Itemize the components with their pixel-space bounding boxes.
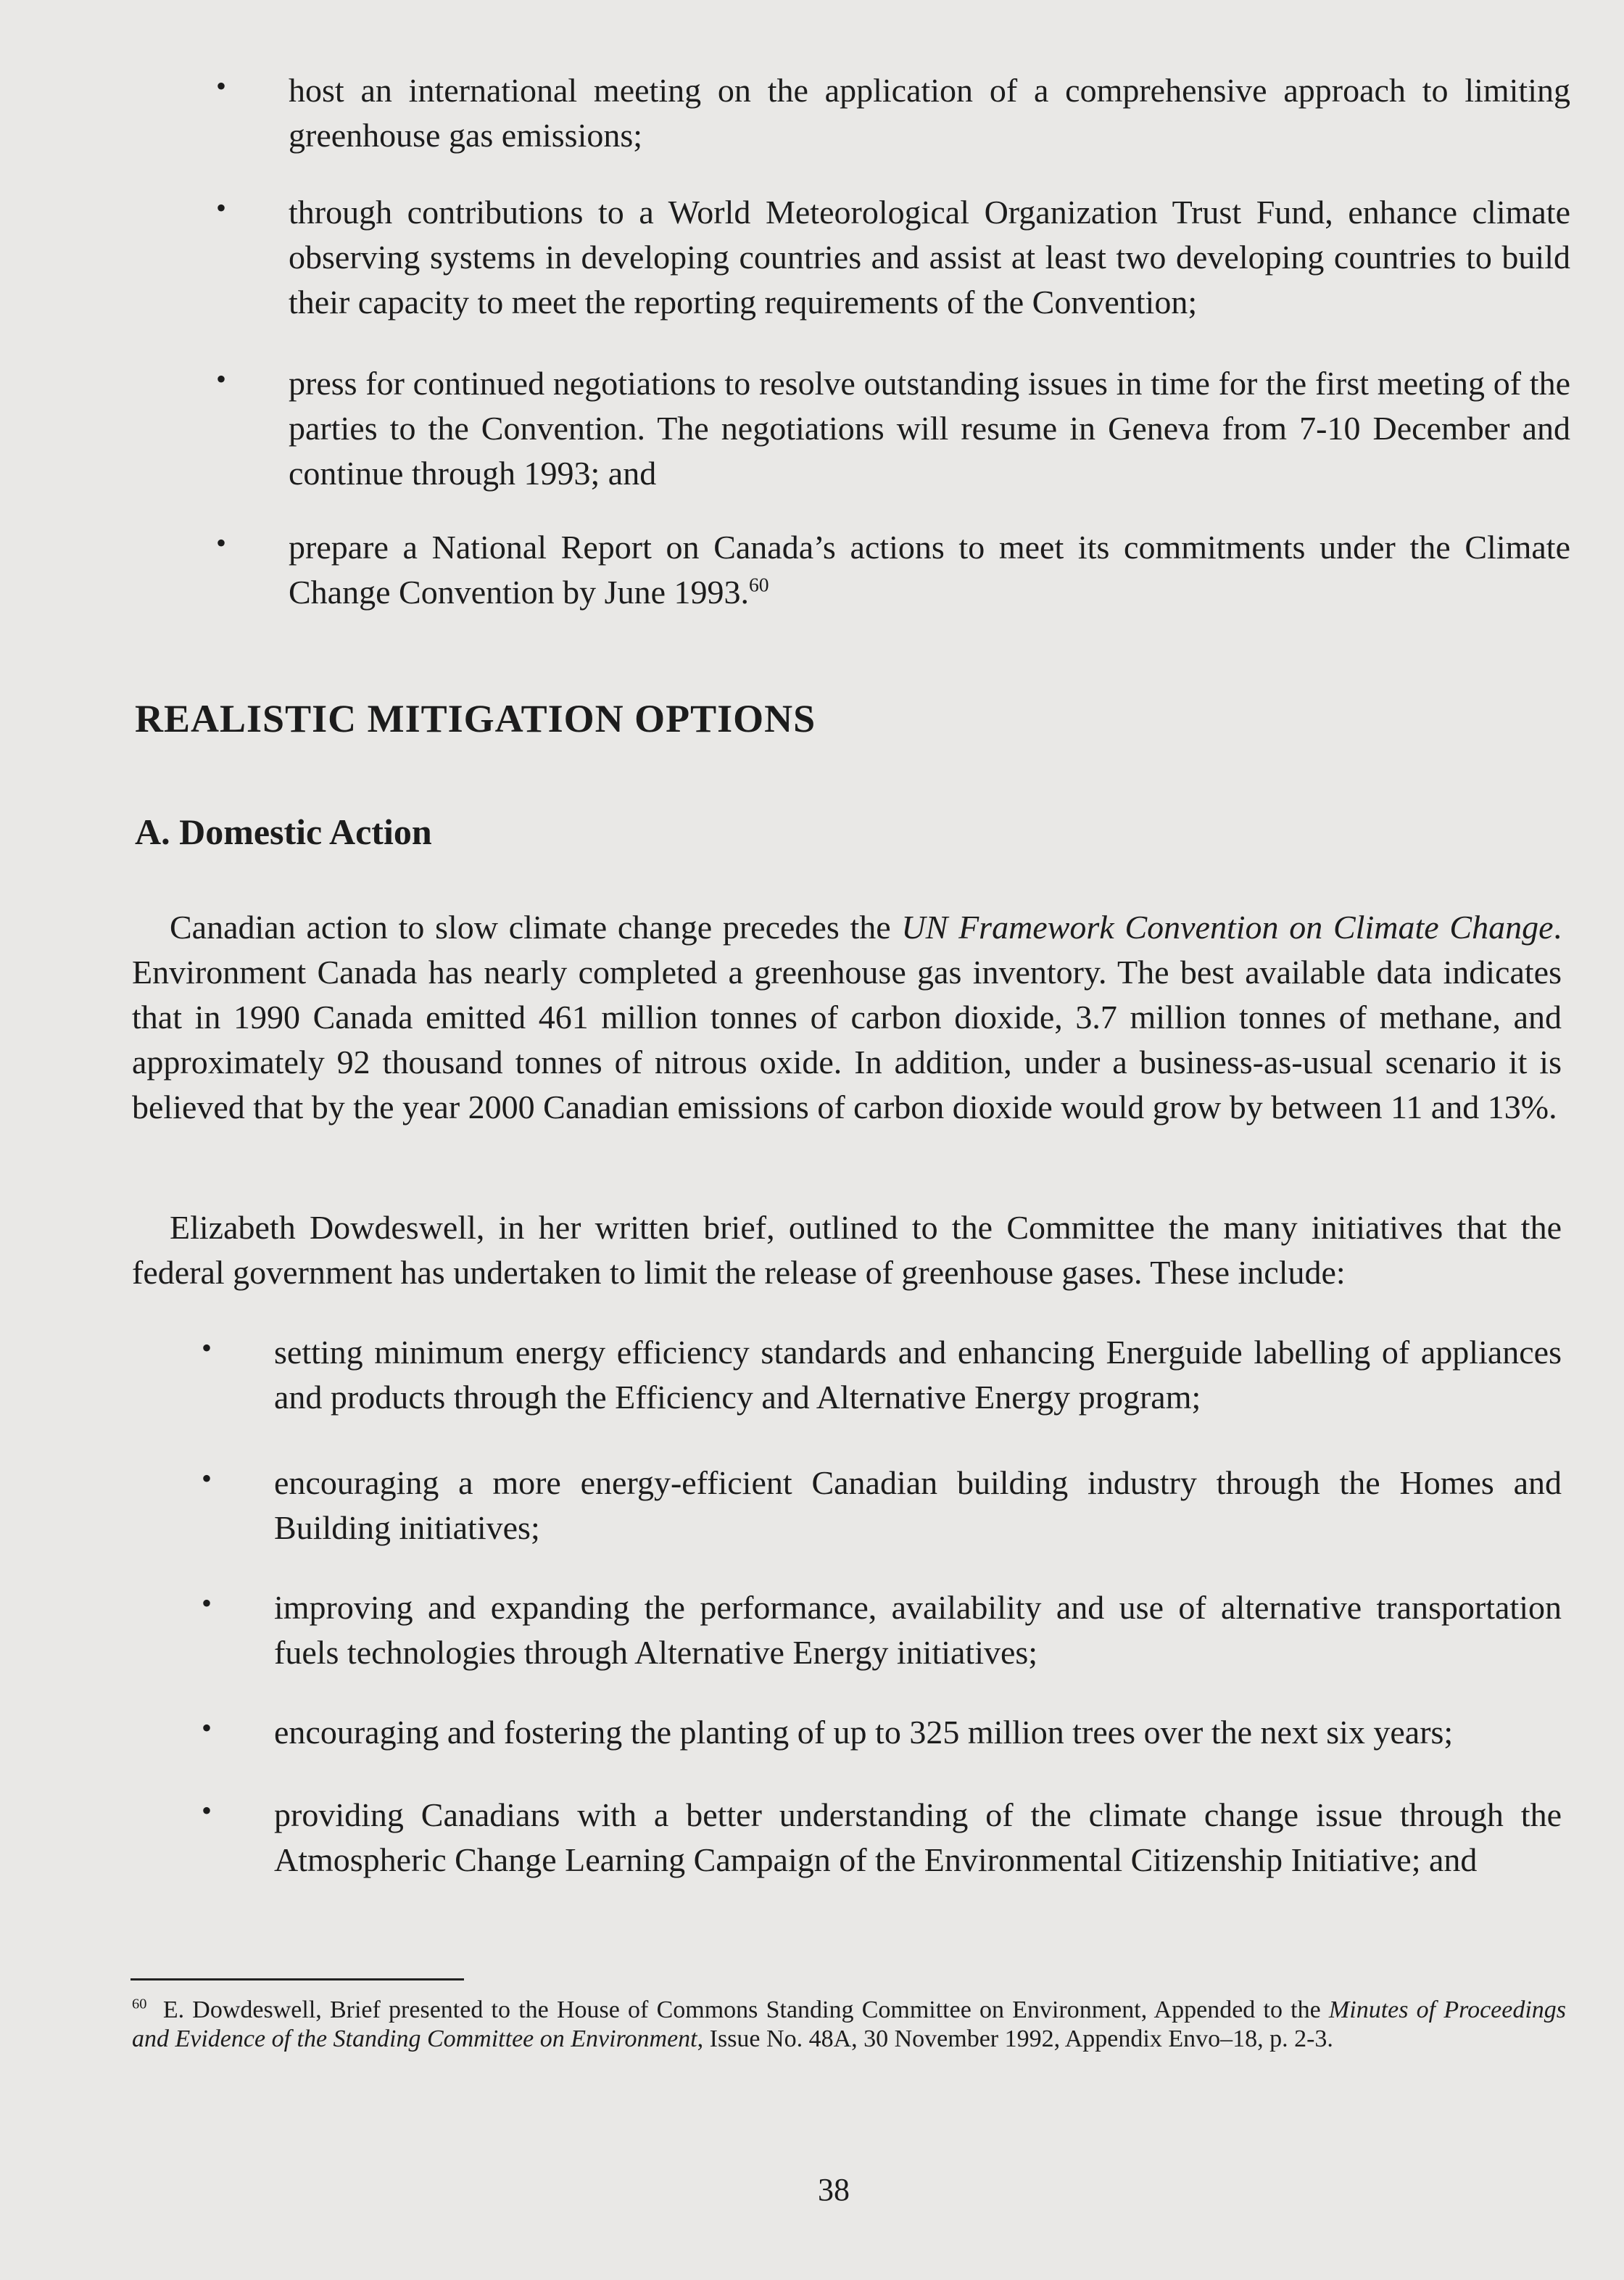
bullet-dot: • bbox=[202, 1587, 212, 1619]
bullet-dot: • bbox=[202, 1794, 212, 1827]
paragraph-lead: Canadian action to slow climate change precedes the bbox=[170, 909, 902, 946]
list-item: setting minimum energy efficiency standards and enhancing Energuide labelling of appliances and products through the Efficiency and Alternative Energy program; bbox=[274, 1334, 1562, 1416]
footnote-lead: E. Dowdeswell, Brief presented to the House of Commons Standing Committee on Environment, Appended to the bbox=[162, 1996, 1329, 2023]
list-item: improving and expanding the performance, availability and use of alternative transportation fuels technologies through Alternative Energy initiatives; bbox=[274, 1589, 1562, 1671]
footnote-ref: 60 bbox=[749, 573, 769, 596]
list-item: providing Canadians with a better understanding of the climate change issue through the Atmospheric Change Learning Campaign of the Environmental Citizenship Initiative; and bbox=[274, 1796, 1562, 1878]
bullet-dot: • bbox=[202, 1462, 212, 1495]
bullet-dot: • bbox=[202, 1331, 212, 1364]
footnote-number: 60 bbox=[132, 1996, 147, 2012]
footnote-divider bbox=[130, 1978, 464, 1980]
bullet-dot: • bbox=[216, 70, 227, 102]
list-item-text: prepare a National Report on Canada’s actions to meet its commitments under the Climate Change Convention by June 1993. bbox=[289, 529, 1570, 611]
bullet-dot: • bbox=[216, 191, 227, 224]
footnote-source-title: Minutes of Proceedings and Evidence of the Standing Committee on Environment bbox=[132, 1996, 1567, 2052]
section-heading: REALISTIC MITIGATION OPTIONS bbox=[135, 697, 816, 740]
bullet-dot: • bbox=[216, 526, 227, 559]
list-item: through contributions to a World Meteorological Organization Trust Fund, enhance climate observing systems in developing countries and assist at least two developing countries to build their capacity to meet the reporting requirements of the Convention; bbox=[289, 194, 1570, 321]
list-item: encouraging a more energy-efficient Canadian building industry through the Homes and Building initiatives; bbox=[274, 1464, 1562, 1546]
footnote-rest: , Issue No. 48A, 30 November 1992, Appendix Envo–18, p. 2-3. bbox=[697, 2025, 1333, 2052]
paragraph: Elizabeth Dowdeswell, in her written brief, outlined to the Committee the many initiatives that the federal government has undertaken to limit the release of greenhouse gases. These include: bbox=[132, 1209, 1562, 1291]
list-item bbox=[289, 525, 1570, 615]
list-item: encouraging and fostering the planting of up to 325 million trees over the next six years; bbox=[274, 1714, 1454, 1751]
list-item: press for continued negotiations to resolve outstanding issues in time for the first meeting of the parties to the Convention. The negotiations will resume in Geneva from 7-10 December and continue through 1993; and bbox=[289, 365, 1570, 492]
subsection-heading: A. Domestic Action bbox=[135, 811, 432, 852]
convention-title: UN Framework Convention on Climate Change bbox=[901, 909, 1554, 946]
footnote bbox=[132, 1996, 1566, 2054]
list-item: host an international meeting on the application of a comprehensive approach to limiting greenhouse gas emissions; bbox=[289, 72, 1570, 154]
paragraph-rest: . Environment Canada has nearly completed a greenhouse gas inventory. The best available data indicates that in 1990 Canada emitted 461 million tonnes of carbon dioxide, 3.7 million tonnes of methane, and approximately 92 thousand tonnes of nitrous oxide. In addition, under a business-as-usual scenario it is believed that by the year 2000 Canadian emissions of carbon dioxide would grow by between 11 and 13%. bbox=[132, 909, 1562, 1125]
page-number: 38 bbox=[818, 2172, 850, 2207]
paragraph bbox=[132, 905, 1562, 1130]
bullet-dot: • bbox=[216, 363, 227, 395]
bullet-dot: • bbox=[202, 1711, 212, 1744]
